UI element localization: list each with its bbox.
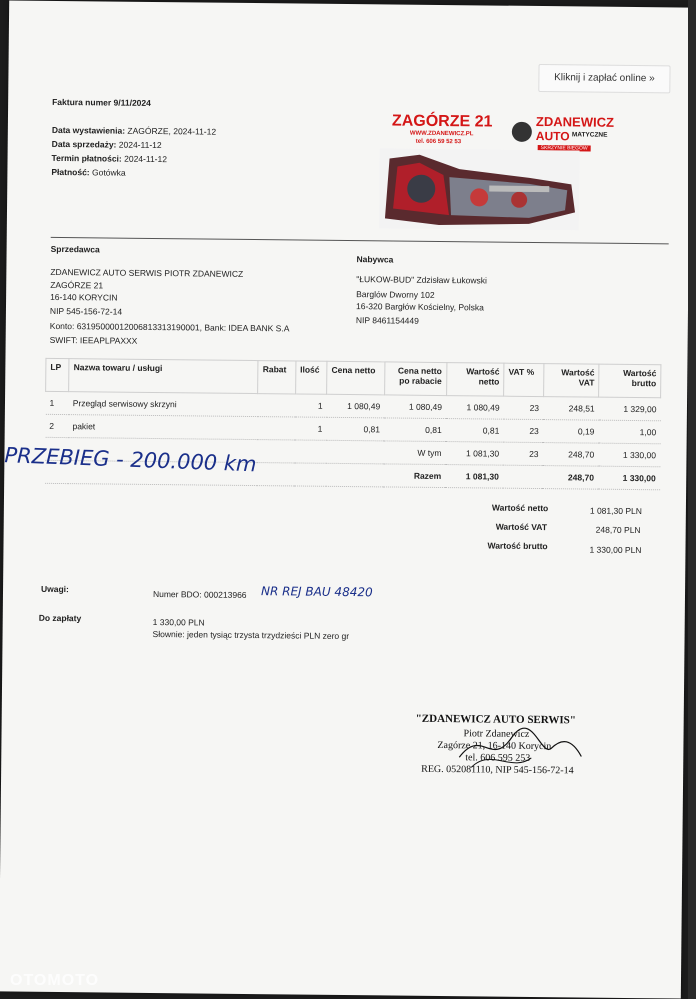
col-header-quantity: Ilość: [295, 361, 327, 394]
col-header-net-price: Cena netto: [327, 361, 385, 395]
logo-right-title: ZDANEWICZ: [535, 113, 615, 130]
logo-emblem-icon: [512, 122, 532, 142]
handwritten-registration: NR REJ BAU 48420: [260, 584, 373, 600]
stamp-phone: tel. 606 595 253: [465, 752, 531, 764]
seller-city: 16-140 KORYCIN: [50, 291, 118, 303]
signature-scribble: [451, 717, 592, 778]
cell-gross-value: 1,00: [598, 420, 660, 444]
logo-left-url: WWW.ZDANEWICZ.PL: [409, 130, 474, 138]
col-header-vat-value: Wartość VAT: [543, 364, 599, 398]
col-header-net-after-discount: Cena netto po rabacie: [384, 362, 446, 396]
logo-right-sub1: AUTO: [535, 128, 570, 144]
cell-net-value: 0,81: [446, 419, 504, 443]
cell-discount: [258, 394, 296, 417]
total-vat: 248,70: [542, 466, 598, 490]
col-header-discount: Rabat: [258, 361, 296, 394]
total-net: 1 081,30: [445, 465, 503, 489]
issue-date-row: [52, 125, 216, 137]
sale-date-value: 2024-11-12: [118, 139, 162, 151]
seller-swift: SWIFT: IEEAPLPAXXX: [49, 334, 138, 346]
cell-net-price: 0,81: [326, 417, 384, 441]
cell-name: pakiet: [68, 415, 257, 440]
cell-name: Przegląd serwisowy skrzyni: [69, 392, 258, 417]
buyer-street: Barglów Dworny 102: [356, 289, 435, 300]
logo-right-sub3: SKRZYNIE BIEGÓW: [538, 145, 591, 152]
scan-edge: [688, 0, 696, 999]
col-header-gross-value: Wartość brutto: [599, 364, 661, 398]
summary-net-value: 1 081,30 PLN: [589, 505, 642, 517]
sale-date-row: [52, 139, 162, 150]
transmission-image: [379, 148, 580, 230]
sale-date-label: Data sprzedaży:: [51, 138, 117, 150]
cell-lp: 1: [45, 391, 68, 414]
seller-name: ZDANEWICZ AUTO SERWIS PIOTR ZDANEWICZ: [50, 266, 244, 279]
cell-net-after-discount: 1 080,49: [384, 395, 446, 419]
logo-right-sub2: MATYCZNE: [571, 131, 608, 139]
to-pay-amount: 1 330,00 PLN: [152, 616, 205, 628]
summary-vat-value: 248,70 PLN: [595, 524, 641, 536]
col-header-lp: LP: [46, 358, 70, 391]
cell-quantity: 1: [295, 417, 327, 440]
due-date-label: Termin płatności:: [51, 152, 122, 164]
summary-net-label: Wartość netto: [491, 502, 549, 514]
summary-vat-label: Wartość VAT: [495, 521, 548, 533]
stamp-reg: REG. 052081110, NIP 545-156-72-14: [421, 763, 574, 777]
notes-label: Uwagi:: [40, 583, 69, 595]
col-header-name: Nazwa towaru / usługi: [69, 359, 258, 394]
total-gross: 1 330,00: [598, 466, 660, 490]
wtym-net: 1 081,30: [445, 442, 503, 466]
company-logo: [375, 110, 676, 233]
seller-street: ZAGÓRZE 21: [50, 279, 104, 291]
stamp-company: "ZDANEWICZ AUTO SERWIS": [415, 712, 576, 727]
cell-net-after-discount: 0,81: [384, 418, 446, 442]
seller-label: Sprzedawca: [50, 243, 100, 255]
to-pay-words: Słownie: jeden tysiąc trzysta trzydzieści PLN zero gr: [152, 628, 350, 642]
issue-date-value: ZAGÓRZE, 2024-11-12: [127, 125, 217, 137]
buyer-city: 16-320 Bargłów Kościelny, Polska: [355, 301, 484, 313]
cell-vat-rate: 23: [504, 396, 544, 419]
buyer-nip: NIP 8461154449: [355, 315, 419, 326]
summary-gross-value: 1 330,00 PLN: [589, 544, 642, 556]
notes-bdo: Numer BDO: 000213966: [152, 588, 247, 600]
col-header-vat-rate: VAT %: [504, 363, 544, 396]
watermark-logo: OTOMOTO: [10, 972, 100, 989]
cell-discount: [258, 417, 296, 440]
cell-gross-value: 1 329,00: [599, 397, 661, 421]
payment-value: Gotówka: [92, 167, 126, 178]
logo-left-phone: tel. 606 59 52 53: [415, 138, 462, 146]
handwritten-mileage: PRZEBIEG - 200.000 km: [4, 443, 257, 477]
payment-row: [51, 167, 125, 178]
wtym-label: W tym: [384, 441, 446, 465]
seller-nip: NIP 545-156-72-14: [49, 305, 123, 317]
buyer-name: "ŁUKOW-BUD" Zdzisław Łukowski: [356, 274, 487, 286]
wtym-vat-rate: 23: [503, 442, 543, 465]
to-pay-label: Do zapłaty: [38, 612, 82, 624]
header-divider: [51, 237, 669, 244]
total-vat-rate: [503, 465, 543, 488]
buyer-label: Nabywca: [356, 254, 394, 265]
summary-gross-label: Wartość brutto: [487, 540, 548, 552]
due-date-row: [52, 153, 168, 164]
wtym-vat: 248,70: [542, 443, 598, 467]
cell-vat-value: 248,51: [543, 397, 599, 421]
stamp-owner: Piotr Zdanewicz: [463, 728, 530, 740]
cell-net-price: 1 080,49: [327, 394, 385, 418]
payment-label: Płatność:: [51, 166, 90, 178]
pay-online-button[interactable]: Kliknij i zapłać online »: [538, 64, 670, 93]
invoice-number: Faktura numer 9/11/2024: [52, 96, 151, 108]
wtym-gross: 1 330,00: [598, 443, 660, 467]
cell-net-value: 1 080,49: [446, 396, 504, 420]
cell-lp: 2: [45, 414, 68, 437]
issue-date-label: Data wystawienia:: [51, 124, 126, 136]
logo-left-title: ZAGÓRZE 21: [391, 112, 493, 131]
due-date-value: 2024-11-12: [124, 153, 168, 165]
total-label: Razem: [383, 464, 445, 488]
cell-quantity: 1: [295, 394, 327, 417]
stamp-address: Zagórze 21, 16-140 Korycin: [437, 739, 552, 753]
col-header-net-value: Wartość netto: [446, 363, 504, 397]
cell-vat-rate: 23: [503, 419, 543, 442]
seller-account: Konto: 63195000012006813313190001, Bank: IDEA BANK S.A: [49, 320, 290, 334]
cell-vat-value: 0,19: [543, 420, 599, 444]
